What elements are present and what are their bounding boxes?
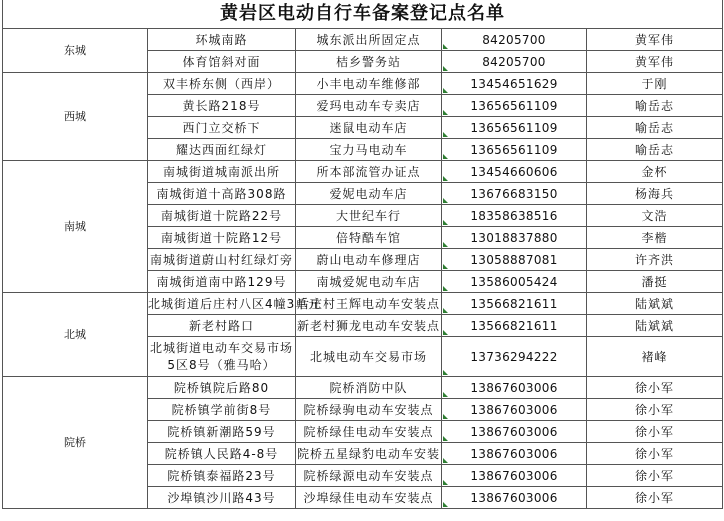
area-cell: 南城 [3, 161, 148, 293]
phone-text: 13656561109 [470, 120, 558, 135]
number-as-text-indicator-icon [443, 458, 448, 463]
phone-text: 84205700 [482, 54, 546, 69]
phone-cell [442, 399, 587, 421]
number-as-text-indicator-icon [443, 66, 448, 71]
number-as-text-indicator-icon [443, 264, 448, 269]
shop-name-cell: 院桥五星绿豹电动车安装 [296, 443, 442, 465]
number-as-text-indicator-icon [443, 198, 448, 203]
phone-text: 13058887081 [470, 252, 558, 267]
contact-person-cell: 徐小军 [587, 399, 723, 421]
address-cell: 环城南路 [148, 29, 296, 51]
number-as-text-indicator-icon [443, 436, 448, 441]
shop-name-cell: 迷鼠电动车店 [296, 117, 442, 139]
phone-cell [442, 227, 587, 249]
table-body [3, 0, 723, 509]
number-as-text-indicator-icon [443, 370, 448, 375]
phone-cell [442, 249, 587, 271]
phone-text: 13736294222 [470, 349, 558, 364]
phone-text: 13676683150 [470, 186, 558, 201]
phone-text: 13867603006 [470, 490, 558, 505]
address-cell: 耀达西面红绿灯 [148, 139, 296, 161]
phone-cell [442, 421, 587, 443]
address-cell: 院桥镇新潮路59号 [148, 421, 296, 443]
phone-cell [442, 161, 587, 183]
phone-text: 13656561109 [470, 142, 558, 157]
phone-text: 13867603006 [470, 380, 558, 395]
page-title: 黄岩区电动自行车备案登记点名单 [3, 0, 723, 29]
phone-cell [442, 315, 587, 337]
shop-name-cell: 小丰电动车维修部 [296, 73, 442, 95]
phone-cell [442, 117, 587, 139]
phone-cell [442, 487, 587, 509]
address-cell: 双丰桥东侧（西岸） [148, 73, 296, 95]
table-row [3, 293, 723, 315]
contact-person-cell: 徐小军 [587, 377, 723, 399]
address-cell: 新老村路口 [148, 315, 296, 337]
address-cell: 院桥镇学前街8号 [148, 399, 296, 421]
shop-name-cell: 城东派出所固定点 [296, 29, 442, 51]
registration-table [2, 0, 723, 509]
number-as-text-indicator-icon [443, 414, 448, 419]
number-as-text-indicator-icon [443, 220, 448, 225]
contact-person-cell: 许齐洪 [587, 249, 723, 271]
contact-person-cell: 陆斌斌 [587, 293, 723, 315]
phone-text: 13586005424 [470, 274, 558, 289]
shop-name-cell: 爱玛电动车专卖店 [296, 95, 442, 117]
phone-text: 13566821611 [470, 318, 558, 333]
shop-name-cell: 宝力马电动车 [296, 139, 442, 161]
address-cell: 南城街道城南派出所 [148, 161, 296, 183]
phone-text: 13566821611 [470, 296, 558, 311]
shop-name-cell: 院桥绿佳电动车安装点 [296, 421, 442, 443]
phone-cell [442, 29, 587, 51]
number-as-text-indicator-icon [443, 242, 448, 247]
number-as-text-indicator-icon [443, 330, 448, 335]
address-cell: 南城街道十高路308路 [148, 183, 296, 205]
shop-name-cell: 院桥消防中队 [296, 377, 442, 399]
address-cell: 黄长路218号 [148, 95, 296, 117]
contact-person-cell: 徐小军 [587, 487, 723, 509]
shop-name-cell: 北城电动车交易市场 [296, 337, 442, 377]
shop-name-cell: 所本部流管办证点 [296, 161, 442, 183]
phone-cell [442, 95, 587, 117]
shop-name-cell: 沙埠绿佳电动车安装点 [296, 487, 442, 509]
phone-text: 13867603006 [470, 468, 558, 483]
contact-person-cell: 喻岳志 [587, 95, 723, 117]
number-as-text-indicator-icon [443, 286, 448, 291]
contact-person-cell: 褚峰 [587, 337, 723, 377]
address-cell: 西门立交桥下 [148, 117, 296, 139]
address-cell: 院桥镇院后路80 [148, 377, 296, 399]
contact-person-cell: 黄军伟 [587, 51, 723, 73]
phone-text: 13867603006 [470, 424, 558, 439]
contact-person-cell: 喻岳志 [587, 139, 723, 161]
shop-name-cell: 院桥绿源电动车安装点 [296, 465, 442, 487]
phone-cell [442, 293, 587, 315]
phone-text: 13867603006 [470, 446, 558, 461]
address-cell: 南城街道十院路22号 [148, 205, 296, 227]
address-cell: 体育馆斜对面 [148, 51, 296, 73]
phone-text: 13018837880 [470, 230, 558, 245]
address-cell: 南城街道十院路12号 [148, 227, 296, 249]
shop-name-cell: 倍特酷车馆 [296, 227, 442, 249]
address-cell: 北城街道电动车交易市场5区8号（雅马哈） [148, 337, 296, 377]
contact-person-cell: 李楷 [587, 227, 723, 249]
address-cell: 南城街道蔚山村红绿灯旁 [148, 249, 296, 271]
shop-name-cell: 爱妮电动车店 [296, 183, 442, 205]
contact-person-cell: 潘挺 [587, 271, 723, 293]
contact-person-cell: 徐小军 [587, 421, 723, 443]
table-row [3, 377, 723, 399]
number-as-text-indicator-icon [443, 308, 448, 313]
contact-person-cell: 陆斌斌 [587, 315, 723, 337]
shop-name-cell: 后庄村王辉电动车安装点 [296, 293, 442, 315]
phone-cell [442, 139, 587, 161]
contact-person-cell: 徐小军 [587, 443, 723, 465]
shop-name-cell: 南城爱妮电动车店 [296, 271, 442, 293]
phone-cell [442, 377, 587, 399]
area-cell: 西城 [3, 73, 148, 161]
number-as-text-indicator-icon [443, 44, 448, 49]
contact-person-cell: 文浩 [587, 205, 723, 227]
area-cell: 院桥 [3, 377, 148, 509]
number-as-text-indicator-icon [443, 176, 448, 181]
area-cell: 东城 [3, 29, 148, 73]
shop-name-cell: 大世纪车行 [296, 205, 442, 227]
address-cell: 院桥镇人民路4-8号 [148, 443, 296, 465]
phone-text: 18358638516 [470, 208, 558, 223]
title-row [3, 0, 723, 29]
table-row [3, 73, 723, 95]
phone-cell [442, 271, 587, 293]
number-as-text-indicator-icon [443, 480, 448, 485]
number-as-text-indicator-icon [443, 88, 448, 93]
contact-person-cell: 喻岳志 [587, 117, 723, 139]
shop-name-cell: 桔乡警务站 [296, 51, 442, 73]
phone-text: 13454651629 [470, 76, 558, 91]
shop-name-cell: 院桥绿驹电动车安装点 [296, 399, 442, 421]
phone-cell [442, 465, 587, 487]
phone-text: 84205700 [482, 32, 546, 47]
shop-name-cell: 蔚山电动车修理店 [296, 249, 442, 271]
address-cell: 院桥镇泰福路23号 [148, 465, 296, 487]
phone-cell [442, 183, 587, 205]
contact-person-cell: 黄军伟 [587, 29, 723, 51]
contact-person-cell: 徐小军 [587, 465, 723, 487]
table-row [3, 29, 723, 51]
number-as-text-indicator-icon [443, 154, 448, 159]
address-cell: 沙埠镇沙川路43号 [148, 487, 296, 509]
phone-cell [442, 443, 587, 465]
phone-cell [442, 337, 587, 377]
phone-text: 13867603006 [470, 402, 558, 417]
contact-person-cell: 杨海兵 [587, 183, 723, 205]
shop-name-cell: 新老村狮龙电动车安装点 [296, 315, 442, 337]
table-row [3, 161, 723, 183]
address-cell: 南城街道南中路129号 [148, 271, 296, 293]
number-as-text-indicator-icon [443, 132, 448, 137]
contact-person-cell: 于刚 [587, 73, 723, 95]
area-cell: 北城 [3, 293, 148, 377]
number-as-text-indicator-icon [443, 110, 448, 115]
address-cell: 北城街道后庄村八区4幢3单元 [148, 293, 296, 315]
contact-person-cell: 金杯 [587, 161, 723, 183]
phone-cell [442, 73, 587, 95]
phone-cell [442, 205, 587, 227]
phone-text: 13454660606 [470, 164, 558, 179]
number-as-text-indicator-icon [443, 392, 448, 397]
phone-cell [442, 51, 587, 73]
phone-text: 13656561109 [470, 98, 558, 113]
number-as-text-indicator-icon [443, 502, 448, 507]
